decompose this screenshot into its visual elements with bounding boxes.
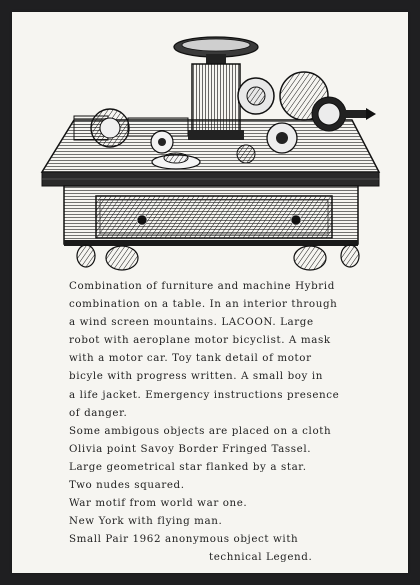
caption-line-13: War motif from world war one. (69, 497, 248, 510)
caption-text-block (69, 277, 369, 567)
caption-line-16: technical Legend. (209, 551, 313, 564)
caption-line-6: bicyle with progress written. A small boy in (69, 370, 323, 383)
caption-line-14: New York with flying man. (69, 515, 223, 528)
caption-line-3: a wind screen mountains. LACOON. Large (69, 316, 314, 329)
caption-line-4: robot with aeroplane motor bicyclist. A mask (69, 334, 331, 347)
caption-line-1: Combination of furniture and machine Hybrid (69, 280, 335, 292)
document-page (12, 12, 408, 573)
caption-line-12: Two nudes squared. (69, 479, 185, 492)
caption-line-5: with a motor car. Toy tank detail of motor (69, 352, 312, 365)
caption-line-11: Large geometrical star flanked by a star. (69, 460, 307, 473)
caption-line-15: Small Pair 1962 anonymous object with (69, 533, 299, 546)
drawer-knob-left (137, 215, 147, 225)
caption-line-8: of danger. (69, 406, 128, 419)
caption-line-10: Olivia point Savoy Border Fringed Tassel. (69, 442, 312, 455)
table-legs (77, 245, 359, 270)
table-engraving-illustration (34, 34, 394, 274)
drawer-knob-right (291, 215, 301, 225)
caption-line-2: combination on a table. In an interior through (69, 298, 338, 311)
table-body (64, 186, 358, 246)
caption-line-9: Some ambigous objects are placed on a cloth (69, 424, 332, 437)
caption-line-7: a life jacket. Emergency instructions presence (69, 388, 340, 401)
